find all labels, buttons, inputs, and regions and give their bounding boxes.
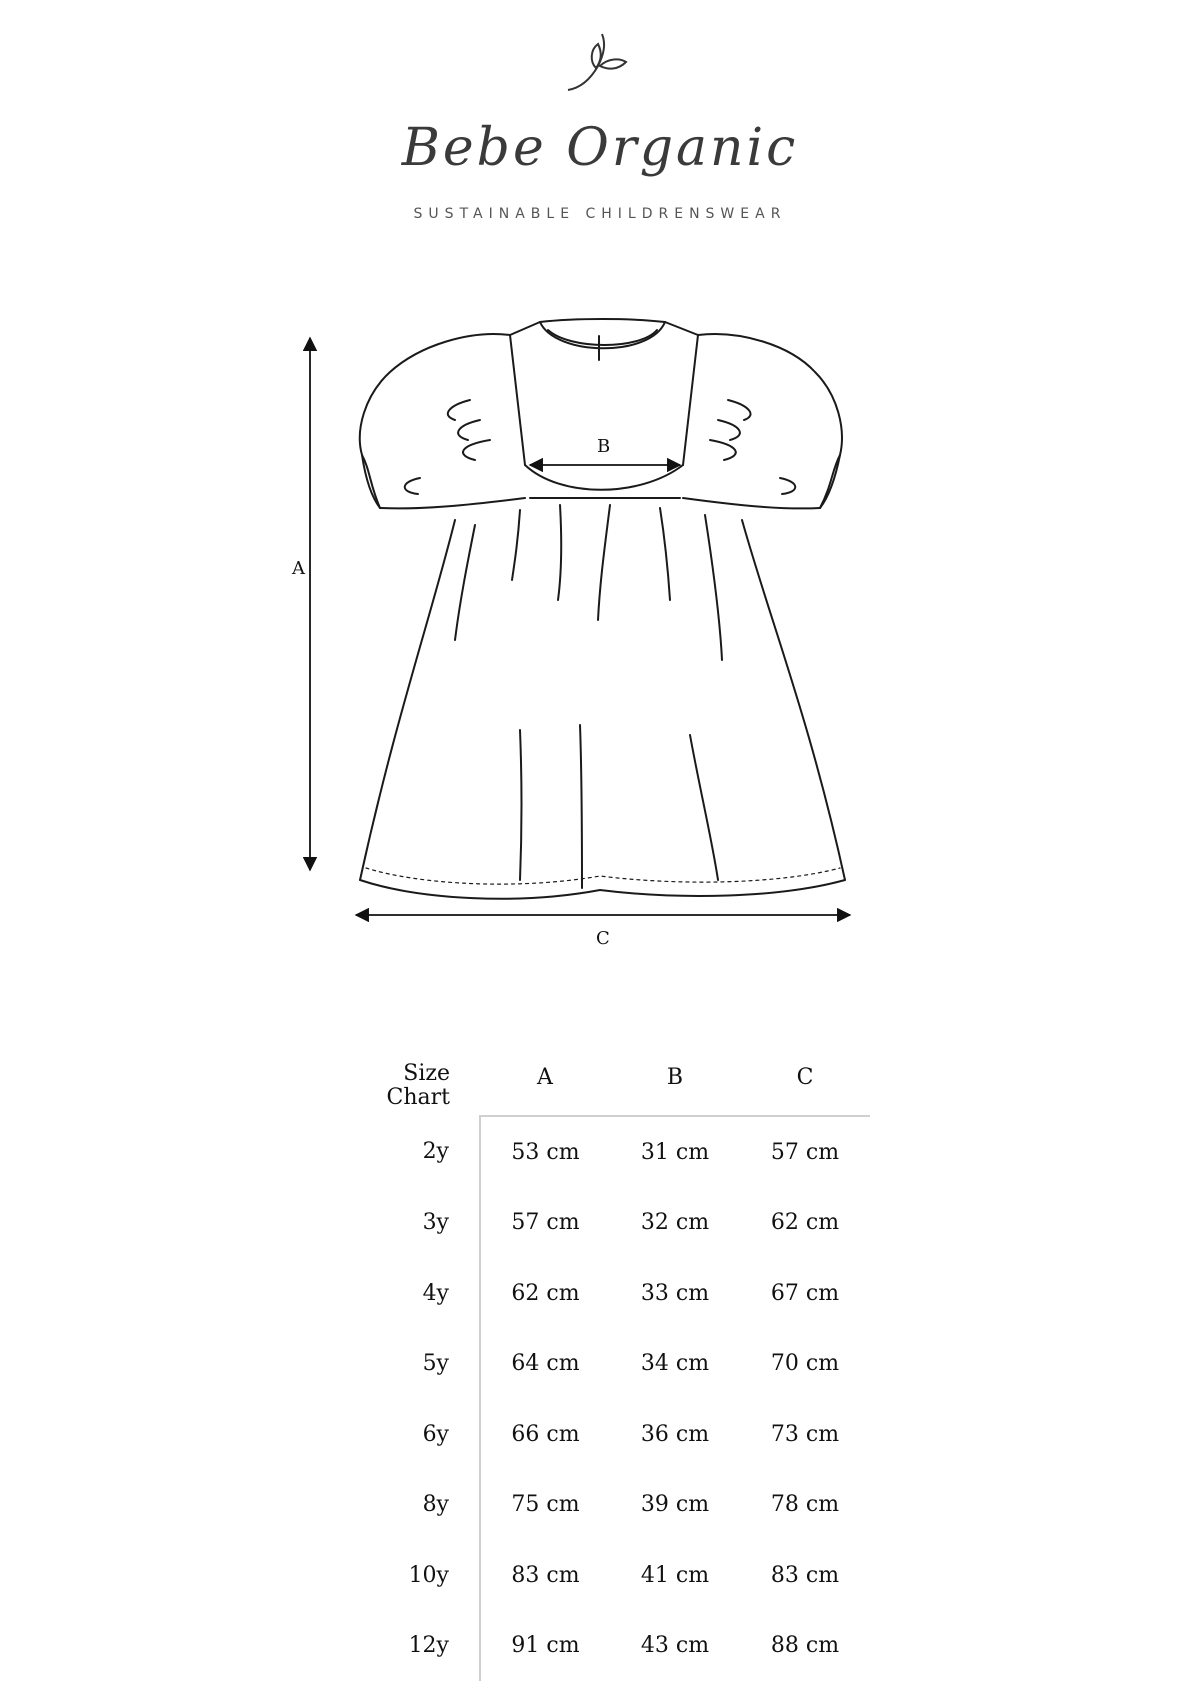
table-cell: 83 cm <box>770 1562 840 1588</box>
table-cell: 36 cm <box>640 1421 710 1447</box>
table-cell: 62 cm <box>770 1210 840 1236</box>
size-chart-corner-label <box>358 1040 480 1116</box>
table-cell: 33 cm <box>640 1280 710 1306</box>
corner-label-line2: Chart <box>386 1085 450 1110</box>
table-row <box>358 1188 870 1259</box>
size-chart-table <box>358 1040 870 1681</box>
table-cell: 91 cm <box>480 1611 610 1682</box>
row-size-label: 6y <box>422 1421 449 1447</box>
table-cell: 43 cm <box>640 1633 710 1659</box>
size-chart-header-row <box>358 1040 870 1116</box>
column-header-b: B <box>610 1040 740 1116</box>
table-cell: 62 cm <box>480 1258 610 1329</box>
row-size-label: 5y <box>422 1351 449 1377</box>
table-row <box>358 1399 870 1470</box>
table-cell: 31 cm <box>640 1139 710 1165</box>
table-row <box>358 1540 870 1611</box>
table-row <box>358 1329 870 1400</box>
table-row <box>358 1258 870 1329</box>
dimension-b-label: B <box>597 436 611 457</box>
table-cell: 73 cm <box>770 1421 840 1447</box>
table-cell: 41 cm <box>640 1562 710 1588</box>
brand-name: Bebe Organic <box>401 118 799 178</box>
row-size-label: 2y <box>422 1139 449 1165</box>
table-cell: 39 cm <box>640 1492 710 1518</box>
row-size-label: 10y <box>408 1562 449 1588</box>
brand-tagline: SUSTAINABLE CHILDRENSWEAR <box>413 206 787 222</box>
row-size-label: 3y <box>422 1210 449 1236</box>
table-cell: 64 cm <box>480 1329 610 1400</box>
table-cell: 32 cm <box>640 1210 710 1236</box>
table-row <box>358 1116 870 1188</box>
table-cell: 53 cm <box>480 1116 610 1188</box>
row-size-label: 12y <box>408 1633 449 1659</box>
table-cell: 57 cm <box>770 1139 840 1165</box>
table-cell: 83 cm <box>480 1540 610 1611</box>
table-cell: 88 cm <box>770 1633 840 1659</box>
table-cell: 70 cm <box>770 1351 840 1377</box>
row-size-label: 4y <box>422 1280 449 1306</box>
table-cell: 57 cm <box>480 1188 610 1259</box>
column-header-c: C <box>740 1040 870 1116</box>
table-row <box>358 1611 870 1682</box>
table-cell: 66 cm <box>480 1399 610 1470</box>
table-row <box>358 1470 870 1541</box>
row-size-label: 8y <box>422 1492 449 1518</box>
table-cell: 34 cm <box>640 1351 710 1377</box>
table-cell: 67 cm <box>770 1280 840 1306</box>
dimension-c-label: C <box>596 928 610 949</box>
table-cell: 78 cm <box>770 1492 840 1518</box>
column-header-a: A <box>480 1040 610 1116</box>
corner-label-line1: Size <box>403 1061 450 1086</box>
dimension-a-label: A <box>292 558 305 579</box>
table-cell: 75 cm <box>480 1470 610 1541</box>
